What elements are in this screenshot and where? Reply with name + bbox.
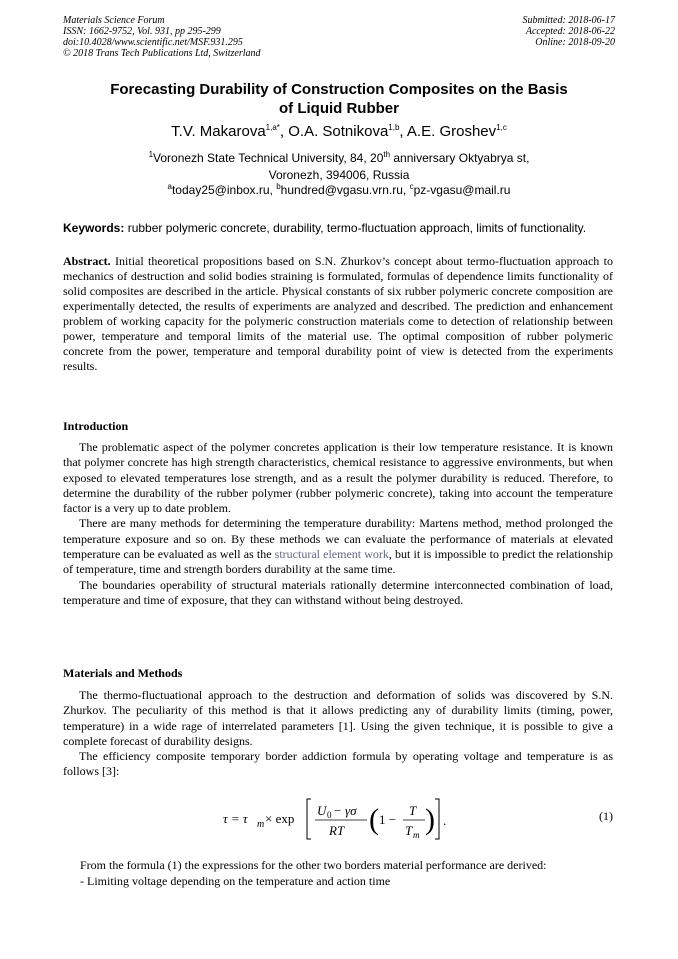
tail-line-2: - Limiting voltage depending on the temperature and action time <box>80 873 391 888</box>
methods-paragraph-1: The thermo-fluctuational approach to the destruction and deformation of solids was discovered by S.N. Zhurkov. The peculiarity of this method is that it allows predicting any of durability limits (timing, power, temperature) in a wide rage of interrelated parameters [1]. Using the given technique, it is possible to give a complete forecast of durability designs. <box>63 688 613 748</box>
affiliation-th-sup: th <box>383 150 391 159</box>
methods-heading: Materials and Methods <box>63 666 183 680</box>
title-line-1: Forecasting Durability of Construction Composites on the Basis <box>110 81 568 98</box>
affiliation-line-2: Voronezh, 394006, Russia <box>268 168 410 182</box>
structural-element-work-link[interactable]: structural element work <box>274 547 389 562</box>
submitted-date: Submitted: 2018-06-17 <box>522 15 615 26</box>
eq-num-rest: − γσ <box>333 803 357 818</box>
author-2-sup: 1,b <box>388 123 400 132</box>
equation-svg <box>63 795 523 843</box>
journal-name: Materials Science Forum <box>63 15 165 26</box>
methods-paragraph-2: The efficiency composite temporary border addiction formula by operating voltage and temperature is as follows [3]: <box>63 749 613 779</box>
eq-num-sub: 0 <box>327 810 332 820</box>
eq-num-u: U <box>317 803 327 818</box>
journal-info <box>63 15 261 59</box>
affiliation-line-1-pre: Voronezh State Technical University, 84, 20 <box>153 151 384 165</box>
author-1-sup: 1,a* <box>265 123 280 132</box>
email-b[interactable]: hundred@vgasu.vrn.ru, <box>280 183 410 197</box>
email-a[interactable]: today25@inbox.ru, <box>171 183 277 197</box>
keywords-label: Keywords: <box>63 221 125 235</box>
intro-p2-text-a: There are many methods for determining the temperature durability: Martens method, method prolonged the temperature exposure and so on. By these methods we can evaluate the performance of materials at elevated temperature can be evaluated as well as the <box>63 516 613 562</box>
eq-period: . <box>443 813 447 828</box>
emails <box>60 183 618 197</box>
dates-info <box>523 15 616 48</box>
eq-one-minus: 1 − <box>379 812 397 827</box>
eq-right-bracket <box>435 799 439 839</box>
email-c[interactable]: pz-vgasu@mail.ru <box>413 183 511 197</box>
intro-paragraph-2 <box>63 516 613 577</box>
intro-paragraph-1: The problematic aspect of the polymer concretes application is their low temperature resistance. It is known that polymer concrete has high strength characteristics, chemical resistance to aggressive environments, but when exposed to elevated temperatures lose strength, and as a result the polymer durability is reduced. Therefore, to determine the durability of the rubber polymer (rubber polymeric concrete), taking into account the temperature factor is a very up to date problem. <box>63 440 613 516</box>
email-a-sup: a <box>167 182 172 191</box>
email-c-sup: c <box>409 182 414 191</box>
author-2: , O.A. Sotnikova <box>279 123 389 140</box>
author-3-sup: 1,c <box>496 123 507 132</box>
title-line-2: of Liquid Rubber <box>279 100 399 117</box>
equation-number: (1) <box>599 809 613 823</box>
abstract-text: Initial theoretical propositions based on S.N. Zhurkov’s concept about termo-fluctuation approach to mechanics of destruction and solid bodies straining is formulated, formulas of dependence limits functionality of solid composites are described in the article. Physical constants of six rubber polymeric concrete composition are experimentally detected, the results of experiments are analyzed and described. The prediction and enhancement problem of working capacity for the polymeric construction materials come to detection of relationship between power, temperature and temporal limits of the material use. The optimal composition of rubber polymeric concrete from the power, temperature and temporal durability point of view is detected from the experiments results. <box>63 254 613 373</box>
eq-t: T <box>409 803 417 818</box>
authors <box>60 123 618 140</box>
methods-body <box>63 688 613 780</box>
keywords-text: rubber polymeric concrete, durability, termo-fluctuation approach, limits of functionality. <box>124 221 587 235</box>
derivation-text <box>80 858 547 889</box>
eq-lhs: τ = τ <box>223 811 248 826</box>
abstract <box>63 254 613 374</box>
eq-left-bracket <box>307 799 311 839</box>
eq-times-exp: × exp <box>265 811 295 826</box>
copyright: © 2018 Trans Tech Publications Ltd, Switzerland <box>63 48 261 59</box>
doi[interactable]: doi:10.4028/www.scientific.net/MSF.931.295 <box>63 37 243 48</box>
eq-tm-sub: m <box>413 830 420 840</box>
eq-sub-m: m <box>257 819 265 830</box>
issn: ISSN: 1662-9752, Vol. 931, pp 295-299 <box>63 26 221 37</box>
eq-den: RT <box>329 823 345 838</box>
paper-title <box>60 80 618 118</box>
eq-left-paren: ( <box>369 803 379 836</box>
intro-paragraph-3: The boundaries operability of structural materials rationally determine interconnected combination of load, temperature and time of exposure, that they can withstand without being destroyed. <box>63 577 613 607</box>
accepted-date: Accepted: 2018-06-22 <box>525 26 615 37</box>
affiliation-sup: 1 <box>148 150 154 159</box>
eq-tm: T <box>405 823 413 838</box>
author-1: T.V. Makarova <box>171 123 266 140</box>
keywords <box>63 221 623 235</box>
introduction-heading: Introduction <box>63 419 129 433</box>
email-b-sup: b <box>276 182 281 191</box>
affiliation-line-1-post: anniversary Oktyabrya st, <box>390 151 530 165</box>
abstract-label: Abstract. <box>63 254 111 268</box>
tail-line-1: From the formula (1) the expressions for the other two borders material performance are derived: <box>80 858 547 872</box>
online-date: Online: 2018-09-20 <box>535 37 615 48</box>
author-3: , A.E. Groshev <box>399 123 497 140</box>
intro-p2-text-b: , but it is impossible to predict the relationship of temperature, time and strength borders durability at the same time. <box>63 547 613 577</box>
affiliation <box>60 150 618 184</box>
eq-right-paren: ) <box>425 803 435 836</box>
introduction-body <box>63 440 613 608</box>
equation-1 <box>63 795 613 843</box>
